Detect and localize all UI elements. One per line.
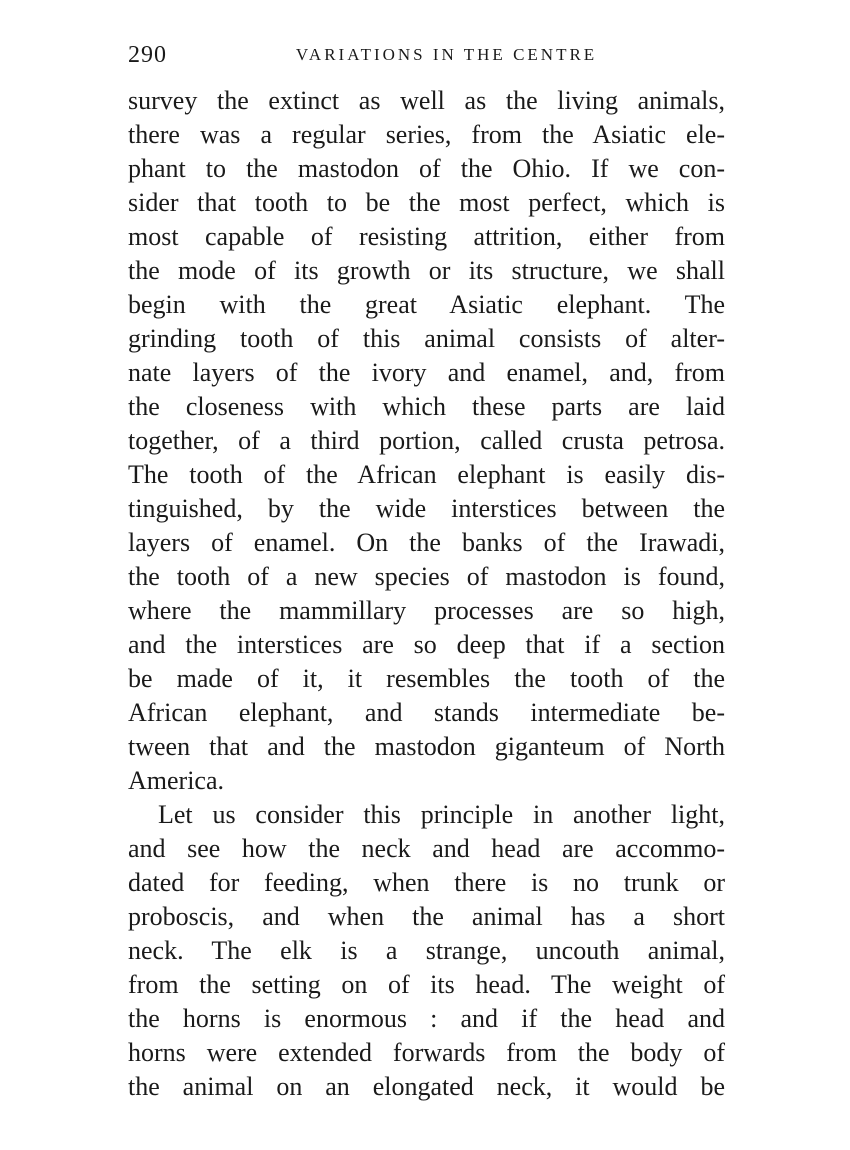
paragraph-1 [128, 84, 725, 798]
text-line: and see how the neck and head are accommo- [128, 834, 725, 863]
paragraph-2 [128, 798, 725, 1104]
text-line: layers of enamel. On the banks of the Irawadi, [128, 528, 725, 557]
text-line: survey the extinct as well as the living animals, [128, 86, 725, 115]
text-line: African elephant, and stands intermediate be- [128, 698, 725, 727]
text-line: phant to the mastodon of the Ohio. If we con- [128, 154, 725, 183]
page-number: 290 [128, 42, 167, 68]
text-line: begin with the great Asiatic elephant. The [128, 290, 725, 319]
text-line: The tooth of the African elephant is easily dis- [128, 460, 725, 489]
text-line: proboscis, and when the animal has a short [128, 902, 725, 931]
text-line: most capable of resisting attrition, either from [128, 222, 725, 251]
text-line: there was a regular series, from the Asiatic ele- [128, 120, 725, 149]
text-line: horns were extended forwards from the body of [128, 1038, 725, 1067]
text-line: tween that and the mastodon giganteum of North [128, 732, 725, 761]
text-line: sider that tooth to be the most perfect, which is [128, 188, 725, 217]
text-line: the animal on an elongated neck, it would be [128, 1072, 725, 1101]
text-line: dated for feeding, when there is no trunk or [128, 868, 725, 897]
page-header [128, 40, 725, 70]
text-line: neck. The elk is a strange, uncouth animal, [128, 936, 725, 965]
text-line: tinguished, by the wide interstices between the [128, 494, 725, 523]
text-line: the horns is enormous : and if the head and [128, 1004, 725, 1033]
body-text [128, 84, 725, 1104]
text-line: together, of a third portion, called crusta petrosa. [128, 426, 725, 455]
text-line: and the interstices are so deep that if a section [128, 630, 725, 659]
text-line: the tooth of a new species of mastodon is found, [128, 562, 725, 591]
text-line: Let us consider this principle in another light, [158, 800, 725, 829]
text-line: where the mammillary processes are so high, [128, 596, 725, 625]
running-title: VARIATIONS IN THE CENTRE [295, 45, 598, 64]
text-line: grinding tooth of this animal consists of alter- [128, 324, 725, 353]
text-line: from the setting on of its head. The weight of [128, 970, 725, 999]
text-line: be made of it, it resembles the tooth of the [128, 664, 725, 693]
text-line: nate layers of the ivory and enamel, and, from [128, 358, 725, 387]
text-line: the closeness with which these parts are laid [128, 392, 725, 421]
text-line: the mode of its growth or its structure, we shall [128, 256, 725, 285]
text-line: America. [128, 766, 225, 795]
